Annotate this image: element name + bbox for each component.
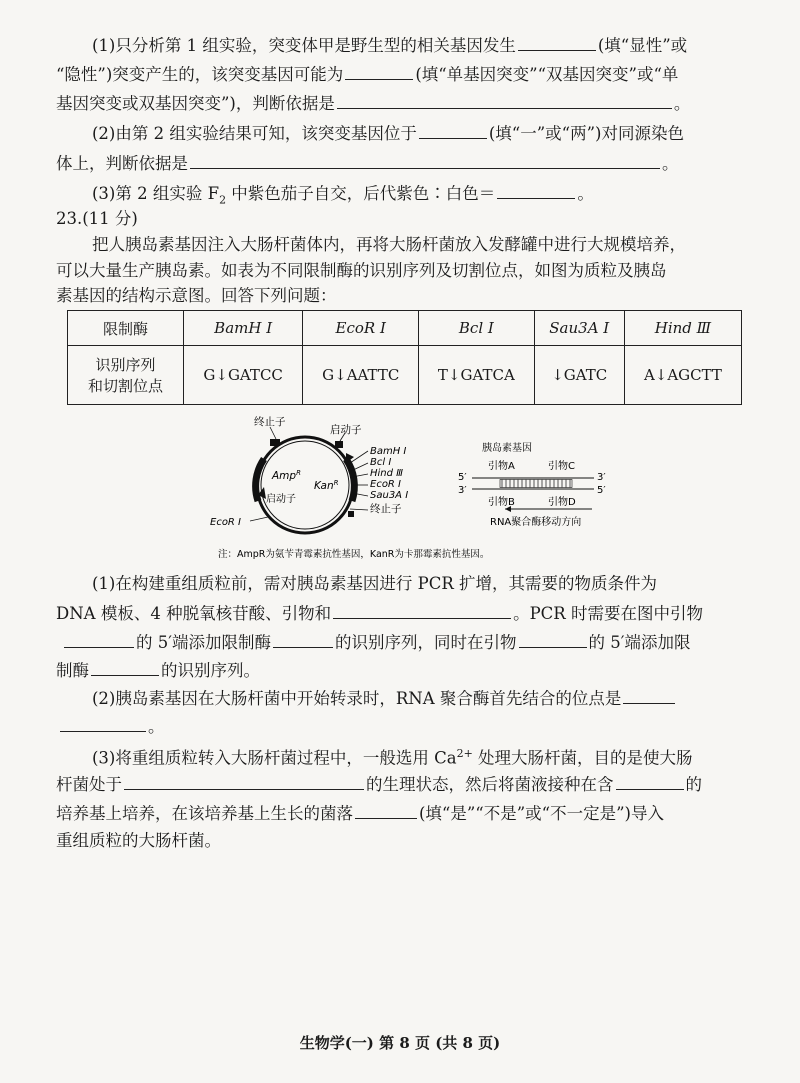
q22-s3-text-a: (3)第 2 组实验 F [92,184,220,203]
q23-p3-text-b: 处理大肠杆菌，目的是使大肠 [472,748,693,768]
q23-p1-text-b: DNA 模板、4 种脱氧核苷酸、引物和 [56,604,332,623]
hindiii-site-label: Hind Ⅲ [370,468,404,479]
q22-s3-text-b: 中紫色茄子自交，后代紫色∶白色＝ [226,184,496,203]
answer-blank[interactable] [518,33,596,51]
answer-blank[interactable] [345,62,413,80]
answer-blank[interactable] [419,121,487,139]
figure-note: 注：AmpR为氨苄青霉素抗性基因，KanR为卡那霉素抗性基因。 [218,549,490,560]
q23-p1-line-2 [56,601,756,625]
insulin-gene-diagram [458,441,606,528]
answer-blank[interactable] [337,91,672,109]
answer-blank[interactable] [190,151,660,169]
three-prime-top-right: 3′ [597,472,606,483]
q23-p3-line-2 [56,772,756,796]
q22-s2-text-b: (填“一”或“两”)对同源染色 [488,124,684,143]
gene-hatching [502,480,570,488]
table-row-label [68,346,184,405]
bcli-site-label: Bcl Ⅰ [370,457,392,468]
q22-line-6 [92,181,792,211]
table-row [68,346,742,405]
answer-blank[interactable] [64,630,134,648]
f2-subscript: 2 [219,193,227,207]
answer-blank[interactable] [273,630,333,648]
plasmid-diagram [210,415,408,533]
row-label-line-2: 和切割位点 [87,377,163,395]
site-bamhi: G↓GATCC [184,346,303,405]
promoter-top-mark [335,441,343,448]
kanr-gene-segment [346,459,354,501]
bamhi-site-label: BamH Ⅰ [370,446,407,457]
q23-p1-text-d: 的 5′端添加限制酶 [136,633,271,652]
three-prime-bottom-left: 3′ [458,485,467,496]
restriction-enzyme-table [67,310,742,405]
q23-p3-line-1 [92,743,792,770]
q23-p3-text-g: (填“是”“不是”或“不一定是”)导入 [419,804,664,823]
q23-number: 23.(11 分) [56,209,138,228]
q23-p2-text-b: 。 [148,717,165,736]
leader-line [250,517,268,521]
rna-direction-label: RNA聚合酶移动方向 [490,517,582,528]
q22-line-2 [56,62,756,86]
gene-region [500,480,572,488]
enzyme-sau3ai: Sau3A Ⅰ [534,311,624,346]
site-bcli: T↓GATCA [419,346,534,405]
q23-p1-text-f: 的 5′端添加限 [588,633,691,652]
q23-p1-text-c: 。PCR 时需要在图中引物 [513,604,703,623]
q22-line-3 [56,91,756,115]
plasmid-and-gene-figure [200,413,620,563]
q23-p1-text-g: 制酶 [56,661,89,680]
answer-blank[interactable] [60,714,146,732]
q23-p3-line-4: 重组质粒的大肠杆菌。 [56,831,221,850]
ecori-right-site-label: EcoR Ⅰ [370,479,402,490]
promoter-top-label: 启动子 [330,424,362,436]
q23-p3-text-a: (3)将重组质粒转入大肠杆菌过程中，一般选用 Ca [92,748,457,768]
q22-s1-text-c: “隐性”)突变产生的，该突变基因可能为 [56,65,344,84]
q23-p3-text-d: 的生理状态，然后将菌液接种在含 [366,775,614,794]
q23-p3-line-3 [56,801,756,825]
terminator-top-label: 终止子 [254,416,286,428]
enzyme-hindiii: Hind Ⅲ [624,311,741,346]
site-sau3ai: ↓GATC [534,346,624,405]
answer-blank[interactable] [355,801,417,819]
q23-p2-line-1 [92,686,792,710]
q22-s1-text-f: 。 [673,94,691,113]
q23-intro-1: 把人胰岛素基因注入大肠杆菌体内，再将大肠杆菌放入发酵罐中进行大规模培养， [92,235,686,254]
primer-d-label: 引物D [548,497,576,508]
q23-intro-2: 可以大量生产胰岛素。如表为不同限制酶的识别序列及切割位点，如图为质粒及胰岛 [56,261,667,280]
q23-p2-text-a: (2)胰岛素基因在大肠杆菌中开始转录时，RNA 聚合酶首先结合的位点是 [92,689,622,708]
terminator-right-label: 终止子 [370,503,402,515]
q22-s2-text-d: 。 [662,154,679,173]
ecori-left-site-label: EcoR Ⅰ [210,517,242,528]
q22-s3-text-c: 。 [577,184,594,203]
answer-blank[interactable] [519,630,587,648]
answer-blank[interactable] [91,658,159,676]
primer-b-label: 引物B [488,497,515,508]
kanr-label: Kan$^R$ [314,479,339,492]
enzyme-bcli: Bcl Ⅰ [419,311,534,346]
q23-intro-3: 素基因的结构示意图。回答下列问题： [56,286,337,305]
q22-line-1 [92,33,792,57]
five-prime-top-left: 5′ [458,472,467,483]
row-label-line-1: 识别序列 [95,356,156,374]
ca-charge-superscript: 2+ [456,747,473,760]
q23-p3-text-f: 培养基上培养，在该培养基上生长的菌落 [56,804,353,823]
terminator-top-mark [270,439,280,446]
answer-blank[interactable] [124,772,364,790]
q22-s1-text-a: (1)只分析第 1 组实验，突变体甲是野生型的相关基因发生 [92,36,516,55]
leader-line [350,509,368,510]
answer-blank[interactable] [333,601,511,619]
plasmid-ring [257,437,353,533]
answer-blank[interactable] [616,772,684,790]
enzyme-bamhi: BamH Ⅰ [184,311,303,346]
q22-s1-text-e: 基因突变或双基因突变”)，判断依据是 [56,94,335,113]
terminator-right-mark [348,511,354,517]
promoter-left-label: 启动子 [266,494,296,505]
q23-p1-text-h: 的识别序列。 [161,661,260,680]
q23-p1-text-e: 的识别序列，同时在引物 [335,633,517,652]
primer-a-label: 引物A [488,461,515,472]
ampr-label: Amp$^R$ [272,469,301,482]
sau3ai-site-label: Sau3A Ⅰ [370,490,409,501]
q22-s2-text-c: 体上，判断依据是 [56,154,188,173]
q23-p1-line-4 [56,658,756,682]
q23-p1-line-1: (1)在构建重组质粒前，需对胰岛素基因进行 PCR 扩增，其需要的物质条件为 [92,574,658,593]
primer-c-label: 引物C [548,461,575,472]
enzyme-ecori: EcoR Ⅰ [303,311,419,346]
q22-s1-text-d: (填“单基因突变”“双基因突变”或“单 [415,65,679,84]
q23-p2-line-2 [56,714,756,738]
q23-p1-line-3 [56,630,756,654]
q22-s1-text-b: (填“显性”或 [597,36,688,55]
q23-p3-text-c: 杆菌处于 [56,775,122,794]
q23-p3-text-e: 的 [685,775,702,794]
answer-blank[interactable] [497,181,575,199]
site-hindiii: A↓AGCTT [624,346,741,405]
table-row [68,311,742,346]
table-header-label: 限制酶 [68,311,184,346]
q22-line-4 [92,121,792,145]
answer-blank[interactable] [623,686,675,704]
q22-s2-text-a: (2)由第 2 组实验结果可知，该突变基因位于 [92,124,417,143]
q22-line-5 [56,151,756,175]
leader-line [270,427,276,439]
site-ecori: G↓AATTC [303,346,419,405]
five-prime-bottom-right: 5′ [597,485,606,496]
page-footer: 生物学(一) 第 8 页 (共 8 页) [299,1034,501,1052]
gene-title: 胰岛素基因 [482,443,532,454]
